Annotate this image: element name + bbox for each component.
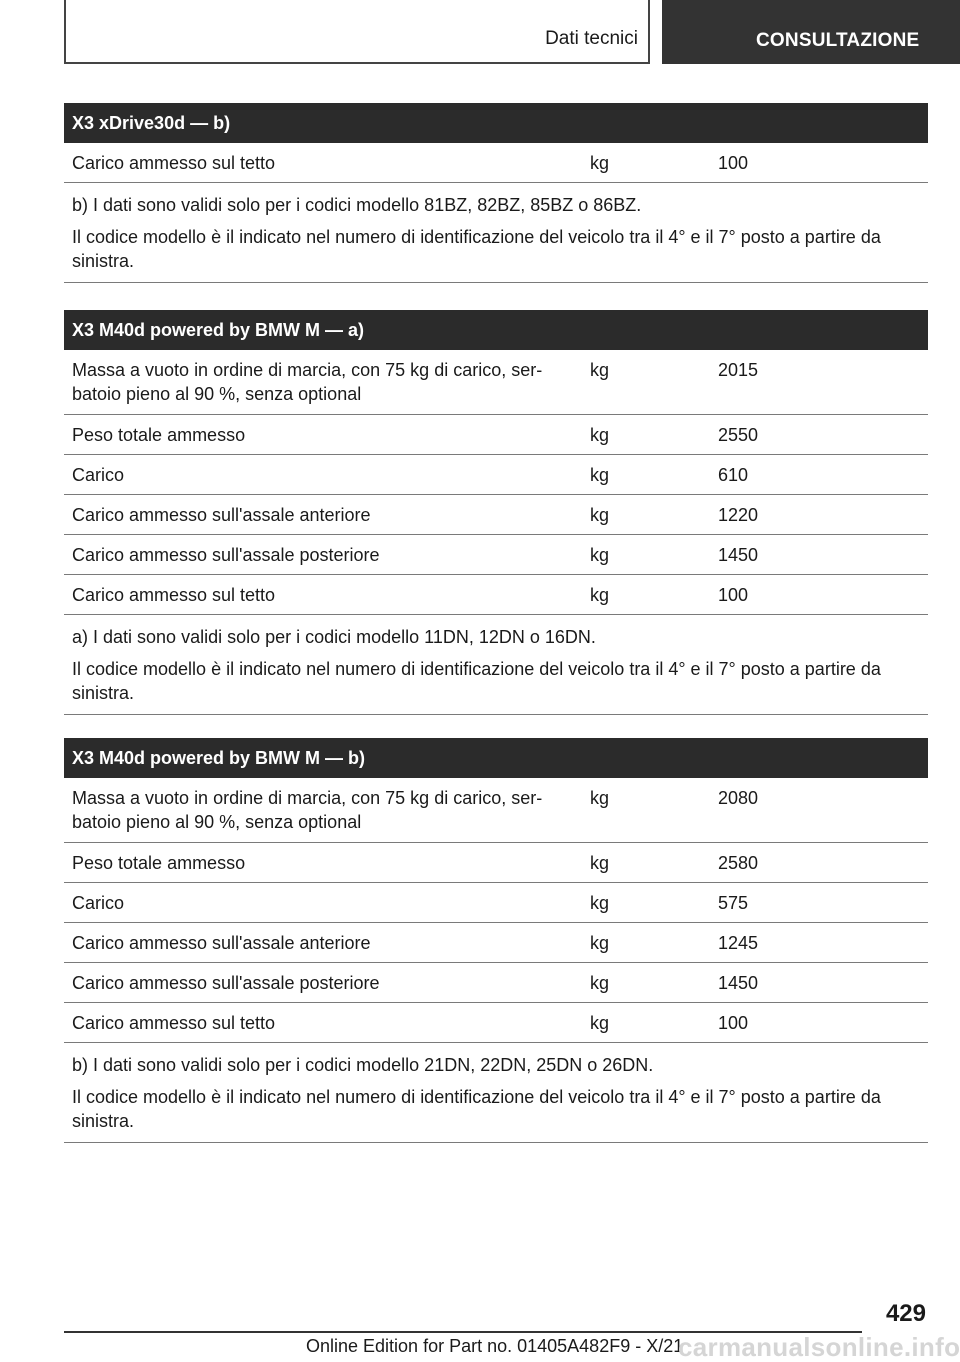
row-label: Carico xyxy=(72,465,125,485)
row-value: 1450 xyxy=(718,545,759,565)
row-value: 1220 xyxy=(718,505,759,525)
header-section-title: Dati tecnici xyxy=(545,28,638,49)
spec-table-x3-xdrive30d-b xyxy=(64,103,928,283)
row-label: Massa a vuoto in ordine di marcia, con 75 kg di carico, serbatoio pieno al 90 %, senza optional xyxy=(72,360,543,404)
row-label: Massa a vuoto in ordine di marcia, con 75 kg di carico, serbatoio pieno al 90 %, senza optional xyxy=(72,788,543,832)
row-unit: kg xyxy=(590,585,610,605)
row-label: Peso totale ammesso xyxy=(72,853,246,873)
row-label: Carico ammesso sul tetto xyxy=(72,585,276,605)
header-section-box xyxy=(64,0,650,64)
row-value: 100 xyxy=(718,153,749,173)
row-value: 100 xyxy=(718,585,749,605)
row-value: 2580 xyxy=(718,853,759,873)
table-row xyxy=(64,575,928,615)
footnote-text: Il codice modello è il indicato nel numero di identificazione del veicolo tra il 4° e il 7° posto a partire da sinistra. xyxy=(72,659,881,703)
row-value: 2080 xyxy=(718,788,759,808)
row-unit: kg xyxy=(590,893,610,913)
row-label: Carico ammesso sul tetto xyxy=(72,153,276,173)
row-unit: kg xyxy=(590,545,610,565)
table-row xyxy=(64,415,928,455)
row-label: Peso totale ammesso xyxy=(72,425,246,445)
watermark-text: carmanualsonline.info xyxy=(678,1332,960,1362)
table-row xyxy=(64,923,928,963)
footnote-text: b) I dati sono validi solo per i codici modello 81BZ, 82BZ, 85BZ o 86BZ. xyxy=(72,195,642,215)
spec-table-x3-m40d-b xyxy=(64,738,928,1143)
footer-edition-text: Online Edition for Part no. 01405A482F9 - X/21 xyxy=(306,1336,684,1356)
row-value: 1450 xyxy=(718,973,759,993)
table-row xyxy=(64,963,928,1003)
table-row xyxy=(64,143,928,183)
footnote-text: Il codice modello è il indicato nel numero di identificazione del veicolo tra il 4° e il 7° posto a partire da sinistra. xyxy=(72,227,881,271)
row-value: 2550 xyxy=(718,425,759,445)
row-unit: kg xyxy=(590,788,610,808)
row-unit: kg xyxy=(590,1013,610,1033)
table-row xyxy=(64,350,928,415)
table-title: X3 xDrive30d — b) xyxy=(64,103,928,143)
row-label: Carico ammesso sull'assale anteriore xyxy=(72,933,371,953)
table-row xyxy=(64,843,928,883)
table-row xyxy=(64,495,928,535)
row-unit: kg xyxy=(590,360,610,380)
row-value: 100 xyxy=(718,1013,749,1033)
row-label: Carico xyxy=(72,893,125,913)
row-value: 575 xyxy=(718,893,749,913)
table-row xyxy=(64,535,928,575)
row-value: 610 xyxy=(718,465,749,485)
table-footnote xyxy=(64,183,928,283)
row-unit: kg xyxy=(590,973,610,993)
row-unit: kg xyxy=(590,933,610,953)
table-row xyxy=(64,1003,928,1043)
footnote-text: a) I dati sono validi solo per i codici modello 11DN, 12DN o 16DN. xyxy=(72,627,596,647)
row-unit: kg xyxy=(590,153,610,173)
table-title: X3 M40d powered by BMW M — a) xyxy=(64,310,928,350)
footnote-text: b) I dati sono validi solo per i codici modello 21DN, 22DN, 25DN o 26DN. xyxy=(72,1055,654,1075)
page-number: 429 xyxy=(885,1300,926,1327)
table-row xyxy=(64,778,928,843)
table-footnote xyxy=(64,615,928,715)
spec-table-x3-m40d-a xyxy=(64,310,928,715)
row-label: Carico ammesso sul tetto xyxy=(72,1013,276,1033)
table-title: X3 M40d powered by BMW M — b) xyxy=(64,738,928,778)
row-label: Carico ammesso sull'assale posteriore xyxy=(72,545,380,565)
table-row xyxy=(64,883,928,923)
row-unit: kg xyxy=(590,465,610,485)
table-footnote xyxy=(64,1043,928,1143)
header-chapter-tab: CONSULTAZIONE xyxy=(662,0,960,64)
row-label: Carico ammesso sull'assale posteriore xyxy=(72,973,380,993)
row-value: 2015 xyxy=(718,360,759,380)
row-unit: kg xyxy=(590,425,610,445)
row-label: Carico ammesso sull'assale anteriore xyxy=(72,505,371,525)
footnote-text: Il codice modello è il indicato nel numero di identificazione del veicolo tra il 4° e il 7° posto a partire da sinistra. xyxy=(72,1087,881,1131)
table-row xyxy=(64,455,928,495)
row-unit: kg xyxy=(590,853,610,873)
row-unit: kg xyxy=(590,505,610,525)
row-value: 1245 xyxy=(718,933,759,953)
